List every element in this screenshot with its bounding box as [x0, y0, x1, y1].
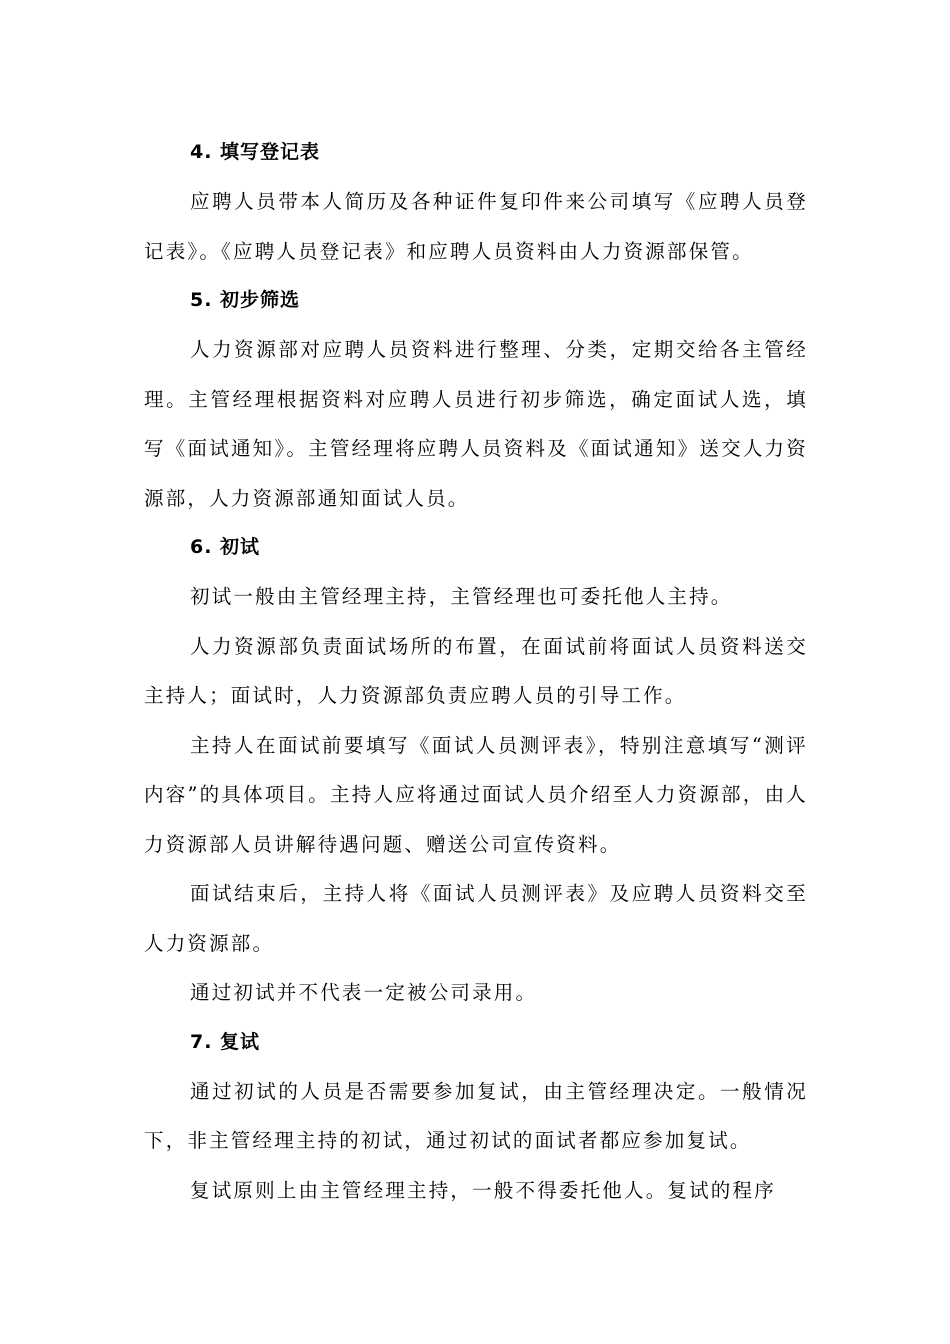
paragraph-first-interview-note: 通过初试并不代表一定被公司录用。 [190, 981, 538, 1004]
section-heading-screening: 5. 初步筛选 [190, 289, 301, 311]
paragraph-first-interview-host: 初试一般由主管经理主持，主管经理也可委托他人主持。 [190, 585, 733, 608]
section-heading-first-interview: 6. 初试 [190, 536, 261, 558]
paragraph-screening: 人力资源部对应聘人员资料进行整理、分类，定期交给各主管经理。主管经理根据资料对应聘人员进行初步筛选，确定面试人选，填写《面试通知》。主管经理将应聘人员资料及《面试通知》送交人力资源部，人力资源部通知面试人员。 [144, 338, 808, 510]
paragraph-first-interview-evaluation: 主持人在面试前要填写《面试人员测评表》，特别注意填写“测评内容”的具体项目。主持人应将通过面试人员介绍至人力资源部，由人力资源部人员讲解待遇问题、赠送公司宣传资料。 [144, 733, 808, 856]
paragraph-second-interview-decision: 通过初试的人员是否需要参加复试，由主管经理决定。一般情况下，非主管经理主持的初试，通过初试的面试者都应参加复试。 [144, 1079, 808, 1152]
document-body [144, 128, 808, 1215]
section-heading-second-interview: 7. 复试 [190, 1030, 261, 1053]
section-heading-registration: 4. 填写登记表 [190, 141, 321, 163]
paragraph-registration: 应聘人员带本人简历及各种证件复印件来公司填写《应聘人员登记表》。《应聘人员登记表》和应聘人员资料由人力资源部保管。 [144, 190, 808, 263]
paragraph-first-interview-after: 面试结束后，主持人将《面试人员测评表》及应聘人员资料交至人力资源部。 [144, 882, 808, 955]
paragraph-second-interview-host: 复试原则上由主管经理主持，一般不得委托他人。复试的程序 [190, 1178, 776, 1202]
paragraph-first-interview-venue: 人力资源部负责面试场所的布置，在面试前将面试人员资料送交主持人；面试时，人力资源部负责应聘人员的引导工作。 [144, 634, 808, 707]
